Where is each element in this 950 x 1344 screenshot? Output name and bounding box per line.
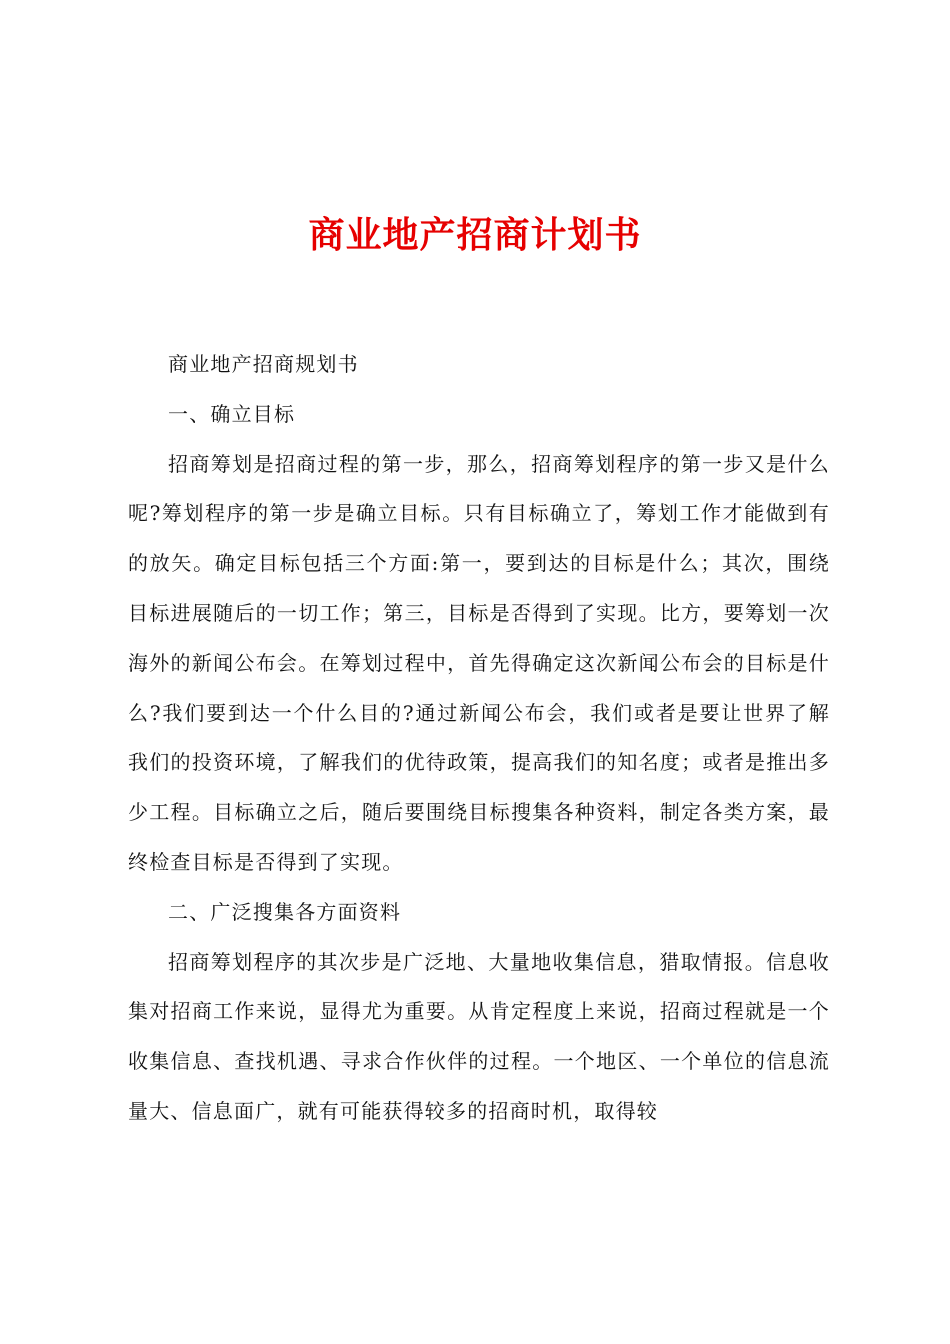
document-subtitle: 商业地产招商规划书 [168,352,359,376]
document-title: 商业地产招商计划书 [308,214,642,256]
section-paragraph-1: 招商筹划是招商过程的第一步，那么，招商筹划程序的第一步又是什么呢?筹划程序的第一步是确立目标。只有目标确立了，筹划工作才能做到有的放矢。确定目标包括三个方面:第一，要到达的目标是什么；其次，围绕目标进展随后的一切工作；第三，目标是否得到了实现。比方，要筹划一次海外的新闻公布会。在筹划过程中，首先得确定这次新闻公布会的目标是什么?我们要到达一个什么目的?通过新闻公布会，我们或者是要让世界了解我们的投资环境，了解我们的优待政策，提高我们的知名度；或者是推出多少工程。目标确立之后，随后要围绕目标搜集各种资料，制定各类方案，最终检查目标是否得到了实现。 [128,451,830,874]
section-heading-2: 二、广泛搜集各方面资料 [168,899,402,924]
section-paragraph-2: 招商筹划程序的其次步是广泛地、大量地收集信息，猎取情报。信息收集对招商工作来说，显得尤为重要。从肯定程度上来说，招商过程就是一个收集信息、查找机遇、寻求合作伙伴的过程。一个地区、一个单位的信息流量大、信息面广，就有可能获得较多的招商时机，取得较 [128,949,830,1123]
section-heading-1: 一、确立目标 [168,401,296,426]
document-body [128,340,830,1137]
